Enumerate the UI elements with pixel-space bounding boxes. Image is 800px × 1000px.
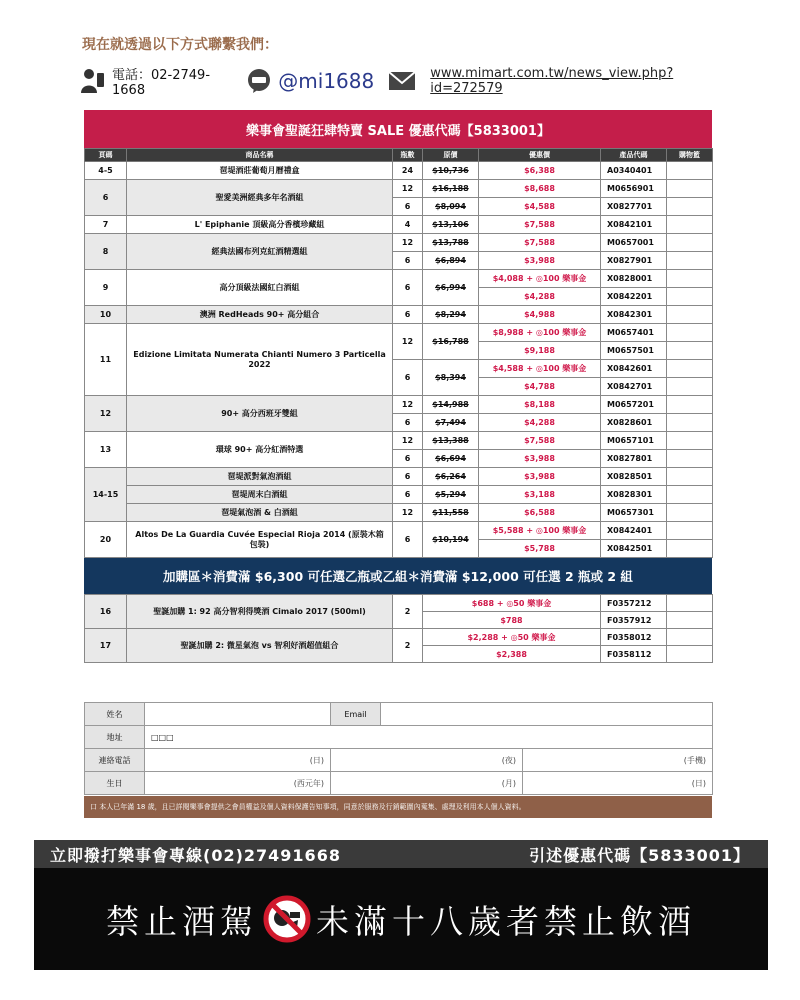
- sale-price: $6,388: [479, 162, 601, 180]
- product-name: Altos De La Guardia Cuvée Especial Rioja 2014 (原裝木箱包裝): [127, 522, 393, 558]
- email-label: Email: [331, 703, 381, 726]
- orig-price: $7,494: [423, 414, 479, 432]
- qty-cell: 24: [393, 162, 423, 180]
- table-row: [85, 396, 713, 414]
- cart-qty-cell[interactable]: [667, 252, 713, 270]
- product-code: X0842601: [601, 360, 667, 378]
- col-header-cart: 購物籃: [667, 149, 713, 162]
- table-row: [85, 324, 713, 342]
- qty-cell: 12: [393, 324, 423, 360]
- sale-price: $3,988: [479, 468, 601, 486]
- cart-qty-cell[interactable]: [667, 432, 713, 450]
- qty-cell: 6: [393, 468, 423, 486]
- sale-price: $4,288: [479, 288, 601, 306]
- col-header-page: 頁碼: [85, 149, 127, 162]
- contact-row: [80, 62, 710, 100]
- orig-price: $8,094: [423, 198, 479, 216]
- sale-price: $688 + ◎50 樂事金: [423, 595, 601, 612]
- promo-code-text: 引述優惠代碼【5833001】: [529, 845, 750, 865]
- cart-qty-cell[interactable]: [667, 540, 713, 558]
- addon-title: 加購區＊消費滿 $6,300 可任選乙瓶或乙組＊消費滿 $12,000 可任選 2 瓶或 2 組: [84, 558, 712, 594]
- sale-price: $8,188: [479, 396, 601, 414]
- cart-qty-cell[interactable]: [667, 396, 713, 414]
- orig-price: $5,294: [423, 486, 479, 504]
- name-field[interactable]: [145, 703, 331, 726]
- cart-qty-cell[interactable]: [667, 504, 713, 522]
- qty-cell: 12: [393, 504, 423, 522]
- col-header-qty: 瓶數: [393, 149, 423, 162]
- hotline-bar: [34, 840, 768, 868]
- night-phone-field[interactable]: [331, 749, 523, 772]
- qty-cell: 2: [393, 629, 423, 663]
- customer-form: [84, 702, 713, 795]
- product-name: 90+ 高分西班牙雙組: [127, 396, 393, 432]
- product-code: A0340401: [601, 162, 667, 180]
- sale-price: $8,688: [479, 180, 601, 198]
- sale-price: $4,988: [479, 306, 601, 324]
- qty-cell: 12: [393, 396, 423, 414]
- qty-cell: 6: [393, 198, 423, 216]
- product-code: M0657001: [601, 234, 667, 252]
- product-code: X0842401: [601, 522, 667, 540]
- qty-cell: 6: [393, 252, 423, 270]
- mobile-field[interactable]: [523, 749, 713, 772]
- product-code: X0842301: [601, 306, 667, 324]
- product-code: X0827701: [601, 198, 667, 216]
- mobile-hint: (手機): [683, 755, 706, 765]
- year-hint: (西元年): [293, 778, 324, 788]
- sale-price: $7,588: [479, 216, 601, 234]
- cart-qty-cell[interactable]: [667, 646, 713, 663]
- day-hint: (日): [309, 755, 324, 765]
- cart-qty-cell[interactable]: [667, 198, 713, 216]
- product-code: X0842701: [601, 378, 667, 396]
- orig-price: $14,988: [423, 396, 479, 414]
- sale-price: $3,188: [479, 486, 601, 504]
- website-link[interactable]: www.mimart.com.tw/news_view.php?id=272579: [430, 66, 674, 96]
- qty-cell: 12: [393, 234, 423, 252]
- sale-title: 樂事會聖誕狂肆特賣 SALE 優惠代碼【5833001】: [84, 110, 712, 148]
- product-name: 琶堤派對氣泡酒組: [127, 468, 393, 486]
- orig-price: $10,194: [423, 522, 479, 558]
- qty-cell: 12: [393, 432, 423, 450]
- orig-price: $13,106: [423, 216, 479, 234]
- product-name: 聖誕加購 2: 微星氣泡 vs 智利好酒超值組合: [127, 629, 393, 663]
- address-field[interactable]: [145, 726, 713, 749]
- qty-cell: 6: [393, 414, 423, 432]
- page-cell: 6: [85, 180, 127, 216]
- orig-price: $11,558: [423, 504, 479, 522]
- qty-cell: 6: [393, 360, 423, 396]
- table-row: [85, 162, 713, 180]
- cart-qty-cell[interactable]: [667, 629, 713, 646]
- line-id[interactable]: @mi1688: [278, 69, 375, 93]
- sale-price: $5,788: [479, 540, 601, 558]
- page-cell: 16: [85, 595, 127, 629]
- product-code: X0842101: [601, 216, 667, 234]
- product-name: 聖誕加購 1: 92 高分智利得獎酒 Cimalo 2017 (500ml): [127, 595, 393, 629]
- product-name: Edizione Limitata Numerata Chianti Numero 3 Particella 2022: [127, 324, 393, 396]
- address-label: 地址: [85, 726, 145, 749]
- qty-cell: 12: [393, 180, 423, 198]
- cart-qty-cell[interactable]: [667, 595, 713, 612]
- cart-qty-cell[interactable]: [667, 180, 713, 198]
- cart-qty-cell[interactable]: [667, 360, 713, 378]
- product-name: 環球 90+ 高分紅酒特選: [127, 432, 393, 468]
- orig-price: $6,894: [423, 252, 479, 270]
- page-cell: 17: [85, 629, 127, 663]
- no-drinking-icon: [262, 894, 312, 944]
- sale-price: $4,088 + ◎100 樂事金: [479, 270, 601, 288]
- drinking-warning: [34, 868, 768, 970]
- product-name: 琶堤酒莊葡萄月曆禮盒: [127, 162, 393, 180]
- qty-cell: 2: [393, 595, 423, 629]
- product-code: F0357212: [601, 595, 667, 612]
- product-code: X0827901: [601, 252, 667, 270]
- table-row: [85, 234, 713, 252]
- qty-cell: 6: [393, 522, 423, 558]
- contact-heading: 現在就透過以下方式聯繫我們：: [82, 37, 278, 53]
- cart-qty-cell[interactable]: [667, 234, 713, 252]
- product-code: F0358112: [601, 646, 667, 663]
- product-name: 琶堤氣泡酒 & 白酒組: [127, 504, 393, 522]
- form-row-name: [85, 703, 713, 726]
- cart-qty-cell[interactable]: [667, 162, 713, 180]
- orig-price: $16,788: [423, 324, 479, 360]
- table-row: [85, 486, 713, 504]
- day-phone-field[interactable]: [145, 749, 331, 772]
- product-code: X0842501: [601, 540, 667, 558]
- orig-price: $10,736: [423, 162, 479, 180]
- cart-qty-cell[interactable]: [667, 288, 713, 306]
- product-code: X0828601: [601, 414, 667, 432]
- cart-qty-cell[interactable]: [667, 216, 713, 234]
- product-table: [84, 148, 713, 558]
- cart-qty-cell[interactable]: [667, 486, 713, 504]
- table-row: [85, 522, 713, 540]
- addon-table: [84, 594, 713, 663]
- product-code: X0827801: [601, 450, 667, 468]
- table-row: [85, 432, 713, 450]
- orig-price: $6,264: [423, 468, 479, 486]
- cart-qty-cell[interactable]: [667, 450, 713, 468]
- product-code: M0657101: [601, 432, 667, 450]
- form-row-birthday: [85, 772, 713, 795]
- qty-cell: 6: [393, 450, 423, 468]
- product-code: X0828301: [601, 486, 667, 504]
- table-header-row: [85, 149, 713, 162]
- qty-cell: 6: [393, 486, 423, 504]
- table-row: [85, 270, 713, 288]
- product-code: M0657501: [601, 342, 667, 360]
- product-code: M0656901: [601, 180, 667, 198]
- col-header-orig: 原價: [423, 149, 479, 162]
- product-code: X0828001: [601, 270, 667, 288]
- orig-price: $13,388: [423, 432, 479, 450]
- birth-year-field[interactable]: [145, 772, 331, 795]
- sale-price: $3,988: [479, 450, 601, 468]
- product-name: 琶堤周末白酒組: [127, 486, 393, 504]
- cart-qty-cell[interactable]: [667, 612, 713, 629]
- cart-qty-cell[interactable]: [667, 378, 713, 396]
- phone-label: 連絡電話: [85, 749, 145, 772]
- cart-qty-cell[interactable]: [667, 306, 713, 324]
- sale-price: $4,288: [479, 414, 601, 432]
- page-cell: 13: [85, 432, 127, 468]
- birth-day-field[interactable]: [523, 772, 713, 795]
- page-cell: 20: [85, 522, 127, 558]
- product-code: M0657401: [601, 324, 667, 342]
- product-name: 澳洲 RedHeads 90+ 高分組合: [127, 306, 393, 324]
- table-row: [85, 306, 713, 324]
- consent-checkbox[interactable]: 口 本人已年滿 18 歲，且已詳閱樂事會提供之會員權益及個人資料保護告知事項，同意於服務及行銷範圍內蒐集、處理及利用本人個人資料。: [84, 796, 712, 818]
- col-header-code: 產品代碼: [601, 149, 667, 162]
- cart-qty-cell[interactable]: [667, 342, 713, 360]
- no-drunk-driving-text: 禁止酒駕: [106, 901, 258, 941]
- cart-qty-cell[interactable]: [667, 522, 713, 540]
- page-cell: 9: [85, 270, 127, 306]
- sale-price: $5,588 + ◎100 樂事金: [479, 522, 601, 540]
- date-hint: (日): [691, 778, 706, 788]
- product-name: 聖愛美洲經典多年名酒組: [127, 180, 393, 216]
- month-hint: (月): [501, 778, 516, 788]
- sale-price: $7,588: [479, 432, 601, 450]
- form-row-phone: [85, 749, 713, 772]
- page-cell: 11: [85, 324, 127, 396]
- table-row: [85, 595, 713, 612]
- hotline-text[interactable]: 立即撥打樂事會專線(02)27491668: [50, 845, 341, 865]
- product-code: F0357912: [601, 612, 667, 629]
- page-cell: 7: [85, 216, 127, 234]
- cart-qty-cell[interactable]: [667, 324, 713, 342]
- col-header-name: 商品名稱: [127, 149, 393, 162]
- page-cell: 4-5: [85, 162, 127, 180]
- birthday-label: 生日: [85, 772, 145, 795]
- sale-price: $3,988: [479, 252, 601, 270]
- table-row: [85, 629, 713, 646]
- form-row-address: [85, 726, 713, 749]
- orig-price: $6,994: [423, 270, 479, 306]
- page-cell: 12: [85, 396, 127, 432]
- orig-price: $6,694: [423, 450, 479, 468]
- page-cell: 14-15: [85, 468, 127, 522]
- sale-price: $8,988 + ◎100 樂事金: [479, 324, 601, 342]
- sale-price: $788: [423, 612, 601, 629]
- sale-price: $7,588: [479, 234, 601, 252]
- mail-icon: [388, 71, 416, 91]
- table-row: [85, 180, 713, 198]
- person-phone-icon: [80, 67, 106, 95]
- cart-qty-cell[interactable]: [667, 270, 713, 288]
- cart-qty-cell[interactable]: [667, 414, 713, 432]
- sale-price: $4,588 + ◎100 樂事金: [479, 360, 601, 378]
- orig-price: $8,394: [423, 360, 479, 396]
- orig-price: $16,188: [423, 180, 479, 198]
- product-code: M0657301: [601, 504, 667, 522]
- qty-cell: 4: [393, 216, 423, 234]
- table-row: [85, 216, 713, 234]
- product-code: X0828501: [601, 468, 667, 486]
- qty-cell: 6: [393, 306, 423, 324]
- product-code: X0842201: [601, 288, 667, 306]
- sale-price: $4,788: [479, 378, 601, 396]
- cart-qty-cell[interactable]: [667, 468, 713, 486]
- col-header-price: 優惠價: [479, 149, 601, 162]
- postal-code-boxes: □□□: [151, 732, 174, 742]
- page-cell: 10: [85, 306, 127, 324]
- orig-price: $8,294: [423, 306, 479, 324]
- orig-price: $13,788: [423, 234, 479, 252]
- no-underage-drinking-text: 未滿十八歲者禁止飲酒: [316, 901, 696, 941]
- email-field[interactable]: [381, 703, 713, 726]
- phone-number[interactable]: 電話：02-2749-1668: [112, 68, 211, 98]
- product-name: 經典法國布列克紅酒精選組: [127, 234, 393, 270]
- product-name: L' Epiphanie 頂級高分香檳珍藏組: [127, 216, 393, 234]
- qty-cell: 6: [393, 270, 423, 306]
- sale-price: $4,588: [479, 198, 601, 216]
- sale-price: $9,188: [479, 342, 601, 360]
- night-hint: (夜): [501, 755, 516, 765]
- page-cell: 8: [85, 234, 127, 270]
- line-chat-icon: [246, 68, 272, 94]
- sale-price: $6,588: [479, 504, 601, 522]
- name-label: 姓名: [85, 703, 145, 726]
- table-row: [85, 504, 713, 522]
- sale-price: $2,388: [423, 646, 601, 663]
- product-code: M0657201: [601, 396, 667, 414]
- table-row: [85, 468, 713, 486]
- birth-month-field[interactable]: [331, 772, 523, 795]
- product-name: 高分頂級法國紅白酒組: [127, 270, 393, 306]
- product-code: F0358012: [601, 629, 667, 646]
- sale-price: $2,288 + ◎50 樂事金: [423, 629, 601, 646]
- order-sheet: [84, 110, 712, 663]
